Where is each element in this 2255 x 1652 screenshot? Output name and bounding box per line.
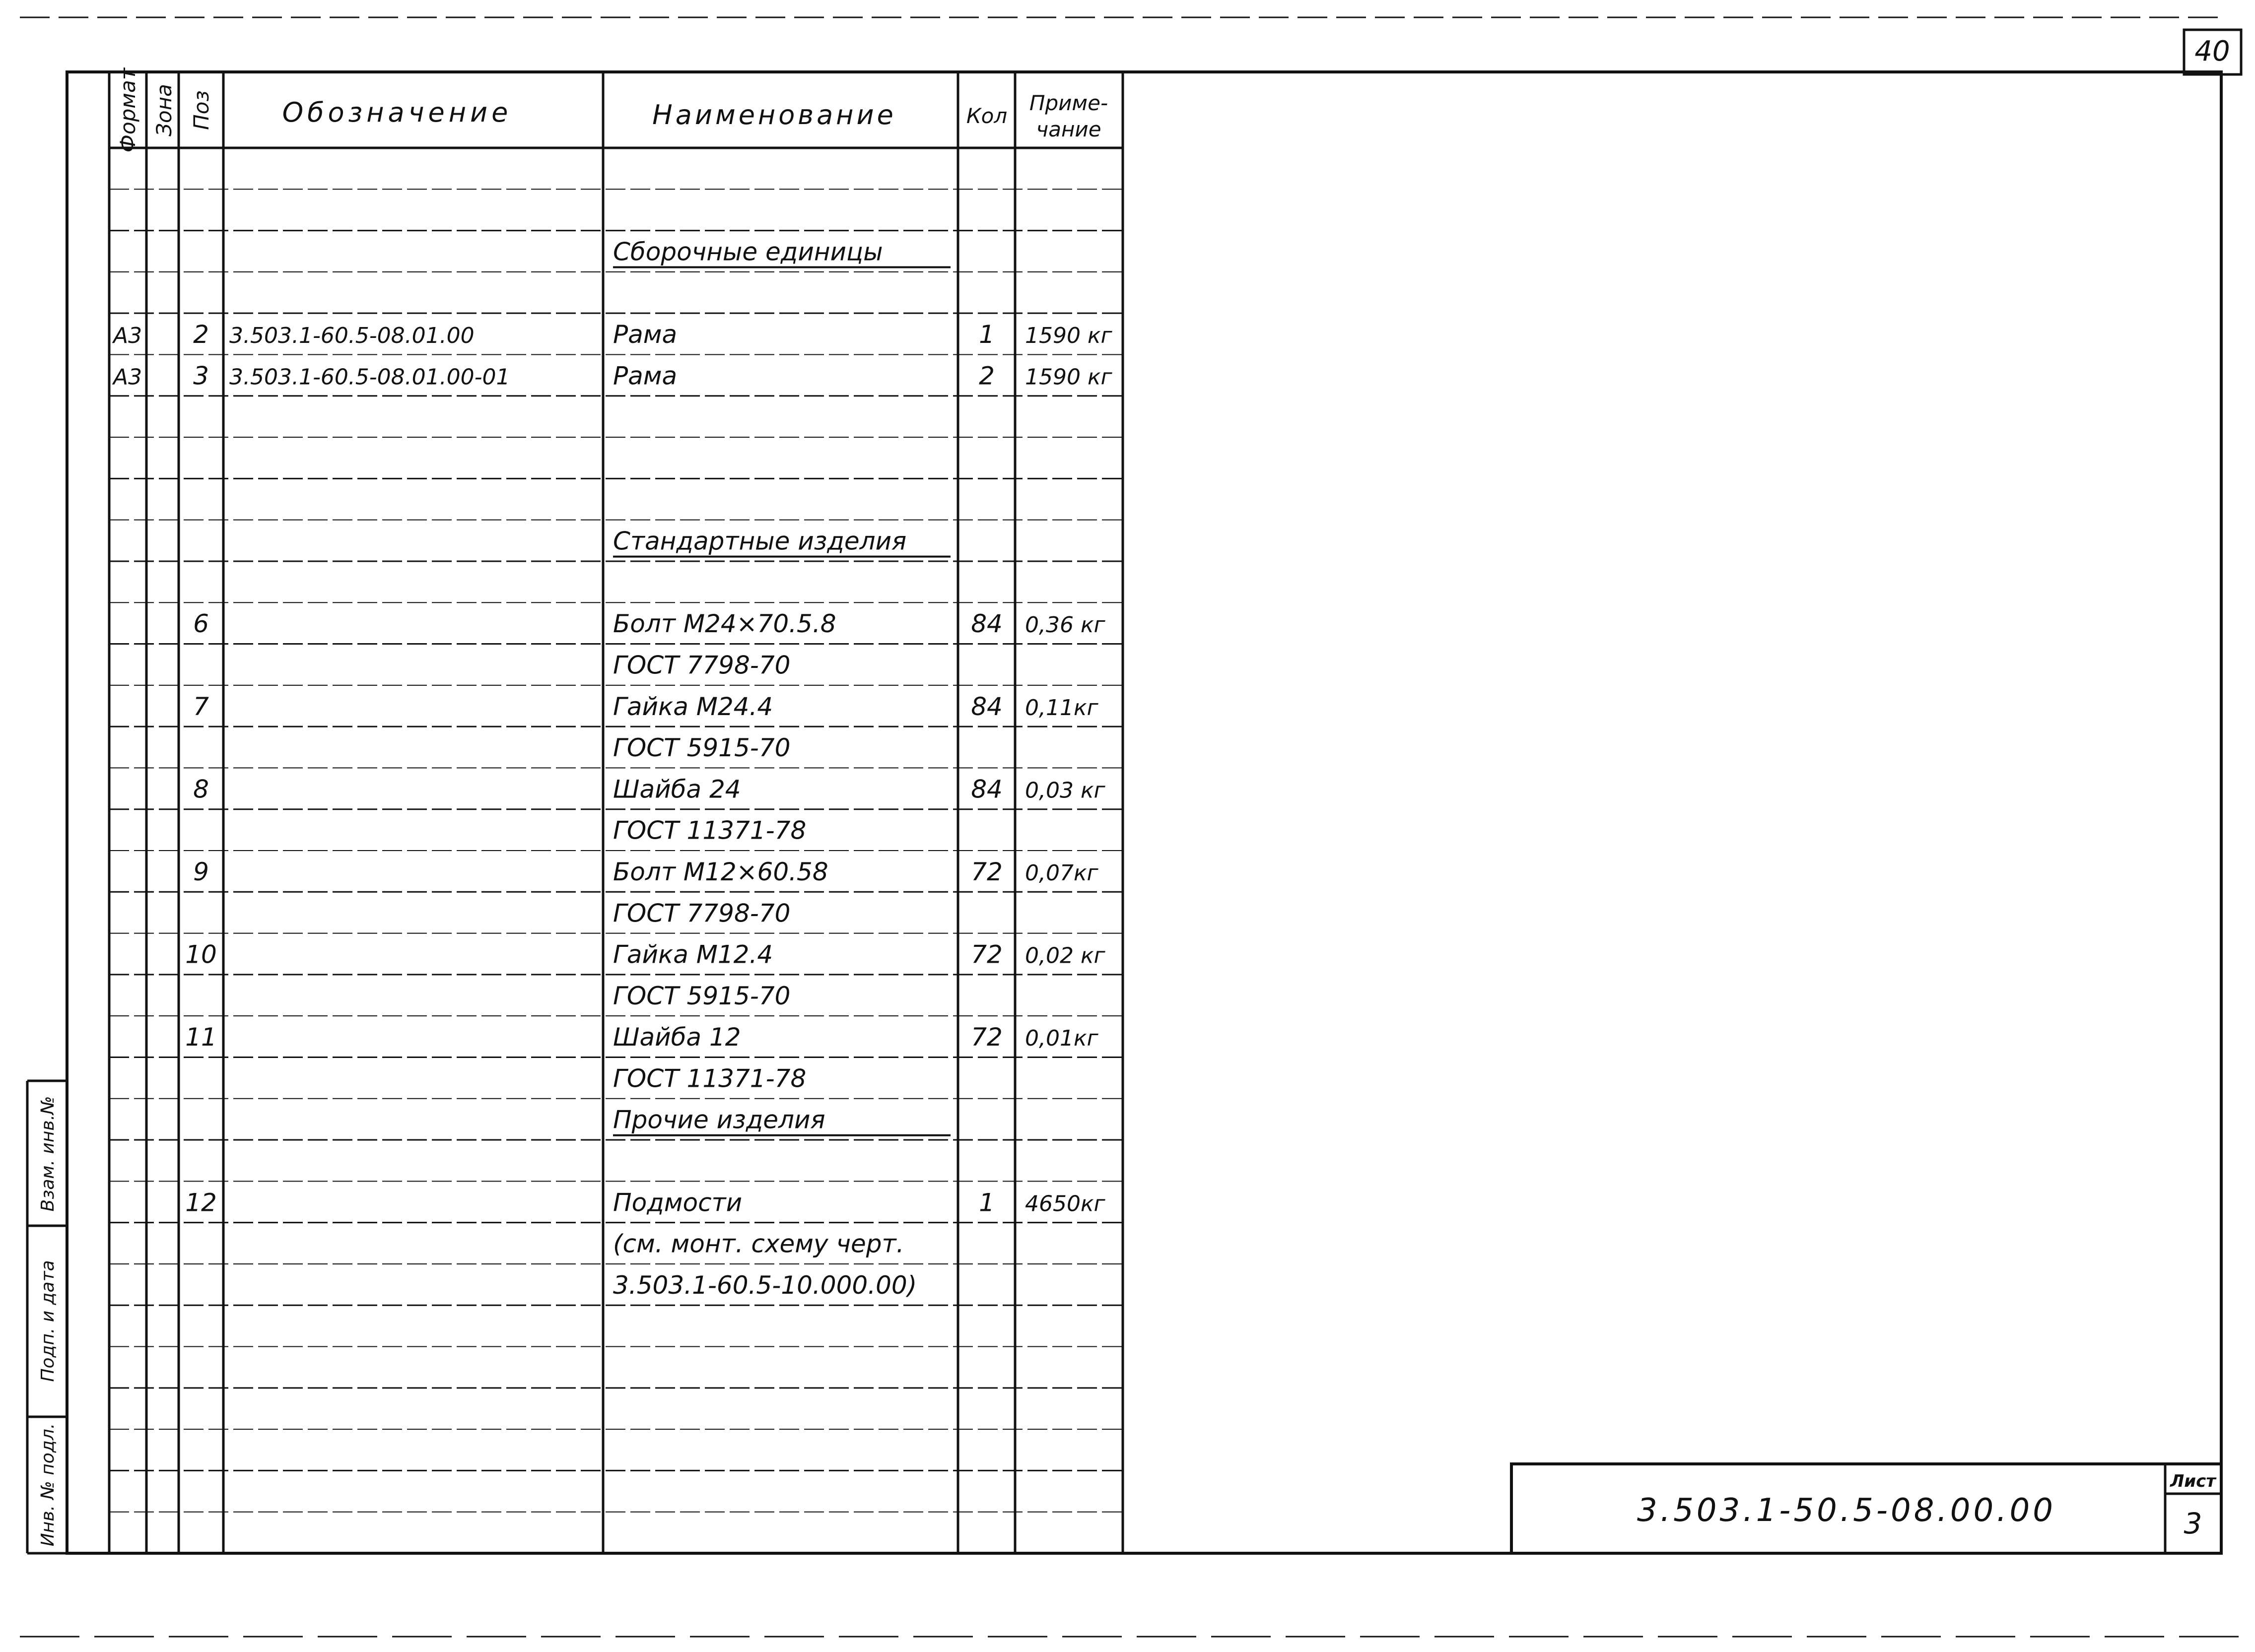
header-designation: Обозначение (282, 97, 512, 128)
cell-name: ГОСТ 11371-78 (613, 1064, 807, 1093)
cell-note: 1590 кг (1025, 364, 1112, 390)
cell-note: 0,11кг (1025, 695, 1098, 721)
cell-pos: 9 (193, 857, 209, 886)
cell-pos: 10 (185, 940, 217, 969)
cell-qty: 72 (971, 857, 1003, 886)
table-row (109, 1223, 1123, 1258)
cell-pos: 8 (193, 775, 209, 804)
cell-name: Гайка М12.4 (613, 940, 773, 969)
table-row (109, 1181, 1123, 1217)
cell-name: Стандартные изделия (613, 527, 907, 556)
table-row (109, 768, 1123, 803)
cell-note: 0,03 кг (1025, 778, 1105, 803)
cell-name: (см. монт. схему черт. (613, 1229, 904, 1258)
table-row (109, 1099, 1123, 1135)
header-note-line2: чание (1036, 117, 1101, 141)
cell-note: 1590 кг (1025, 323, 1112, 349)
cell-qty: 72 (971, 940, 1003, 969)
side-label-sign-date: Подп. и дата (38, 1260, 58, 1382)
cell-qty: 84 (971, 775, 1003, 804)
table-row (109, 685, 1123, 721)
cell-pos: 2 (193, 320, 209, 349)
table-row (109, 644, 1123, 680)
header-format: Формат (116, 67, 140, 153)
header-note-line1: Приме- (1029, 91, 1108, 115)
cell-note: 0,36 кг (1025, 612, 1105, 638)
cell-name: ГОСТ 7798-70 (613, 651, 791, 680)
title-block (1511, 1464, 2221, 1553)
cell-name: ГОСТ 5915-70 (613, 733, 791, 763)
cell-fmt: А3 (113, 364, 142, 390)
header-name: Наименование (652, 99, 896, 131)
table-row (109, 231, 1123, 267)
side-stamp (27, 1081, 67, 1553)
cell-name: Рама (613, 320, 678, 349)
table-row (109, 933, 1123, 969)
table-row (109, 892, 1123, 927)
table-row (109, 1264, 1123, 1300)
cell-fmt: А3 (113, 323, 142, 349)
cell-name: Шайба 24 (613, 775, 741, 804)
cell-pos: 6 (193, 609, 209, 639)
document-code: 3.503.1-50.5-08.00.00 (1637, 1492, 2056, 1529)
table-row (109, 313, 1123, 349)
header-position: Поз (189, 90, 213, 130)
cell-note: 4650кг (1025, 1191, 1105, 1217)
cell-name: Подмости (613, 1188, 743, 1217)
cell-designation: 3.503.1-60.5-08.01.00-01 (229, 364, 510, 390)
cell-name: Прочие изделия (613, 1105, 825, 1134)
header-zone: Зона (152, 84, 176, 136)
header-quantity: Кол (966, 104, 1008, 128)
corner-number-text: 40 (2194, 35, 2230, 67)
cell-pos: 12 (185, 1188, 217, 1217)
table-row (109, 1016, 1123, 1052)
table-row (109, 727, 1123, 762)
cell-name: ГОСТ 7798-70 (613, 899, 791, 928)
table-row (109, 602, 1123, 638)
table-row (109, 975, 1123, 1010)
cell-qty: 2 (979, 361, 995, 391)
cell-note: 0,07кг (1025, 860, 1098, 886)
table-row (109, 520, 1123, 557)
cell-name: Шайба 12 (613, 1023, 741, 1052)
cell-note: 0,01кг (1025, 1026, 1098, 1052)
cell-name: Сборочные единицы (613, 237, 883, 266)
cell-qty: 72 (971, 1023, 1003, 1052)
side-label-replace-inv: Взам. инв.№ (38, 1096, 58, 1212)
cell-designation: 3.503.1-60.5-08.01.00 (229, 323, 475, 349)
drawing-frame (67, 72, 2221, 1553)
corner-sheet-number (2184, 30, 2241, 74)
sheet-number: 3 (2184, 1507, 2202, 1540)
cell-pos: 11 (185, 1023, 217, 1052)
cell-note: 0,02 кг (1025, 943, 1105, 969)
table-row (109, 354, 1123, 390)
cell-pos: 3 (193, 361, 209, 391)
cell-pos: 7 (193, 692, 209, 721)
cell-name: Рама (613, 361, 678, 391)
cell-name: ГОСТ 11371-78 (613, 816, 807, 845)
table-row (109, 1057, 1123, 1093)
cell-qty: 1 (979, 320, 995, 349)
cell-name: Болт М24×70.5.8 (613, 609, 836, 639)
cell-qty: 1 (979, 1188, 995, 1217)
table-row (109, 851, 1123, 886)
cell-name: 3.503.1-60.5-10.000.00) (613, 1270, 917, 1300)
cell-qty: 84 (971, 609, 1003, 639)
table-rows (109, 189, 1123, 1512)
sheet-label: Лист (2170, 1471, 2216, 1491)
cell-name: ГОСТ 5915-70 (613, 981, 791, 1010)
cell-qty: 84 (971, 692, 1003, 721)
specification-table (109, 67, 1123, 1553)
cell-name: Болт М12×60.58 (613, 857, 828, 886)
cell-name: Гайка М24.4 (613, 692, 773, 721)
table-row (109, 809, 1123, 845)
side-label-inv-orig: Инв. № подл. (38, 1423, 58, 1547)
